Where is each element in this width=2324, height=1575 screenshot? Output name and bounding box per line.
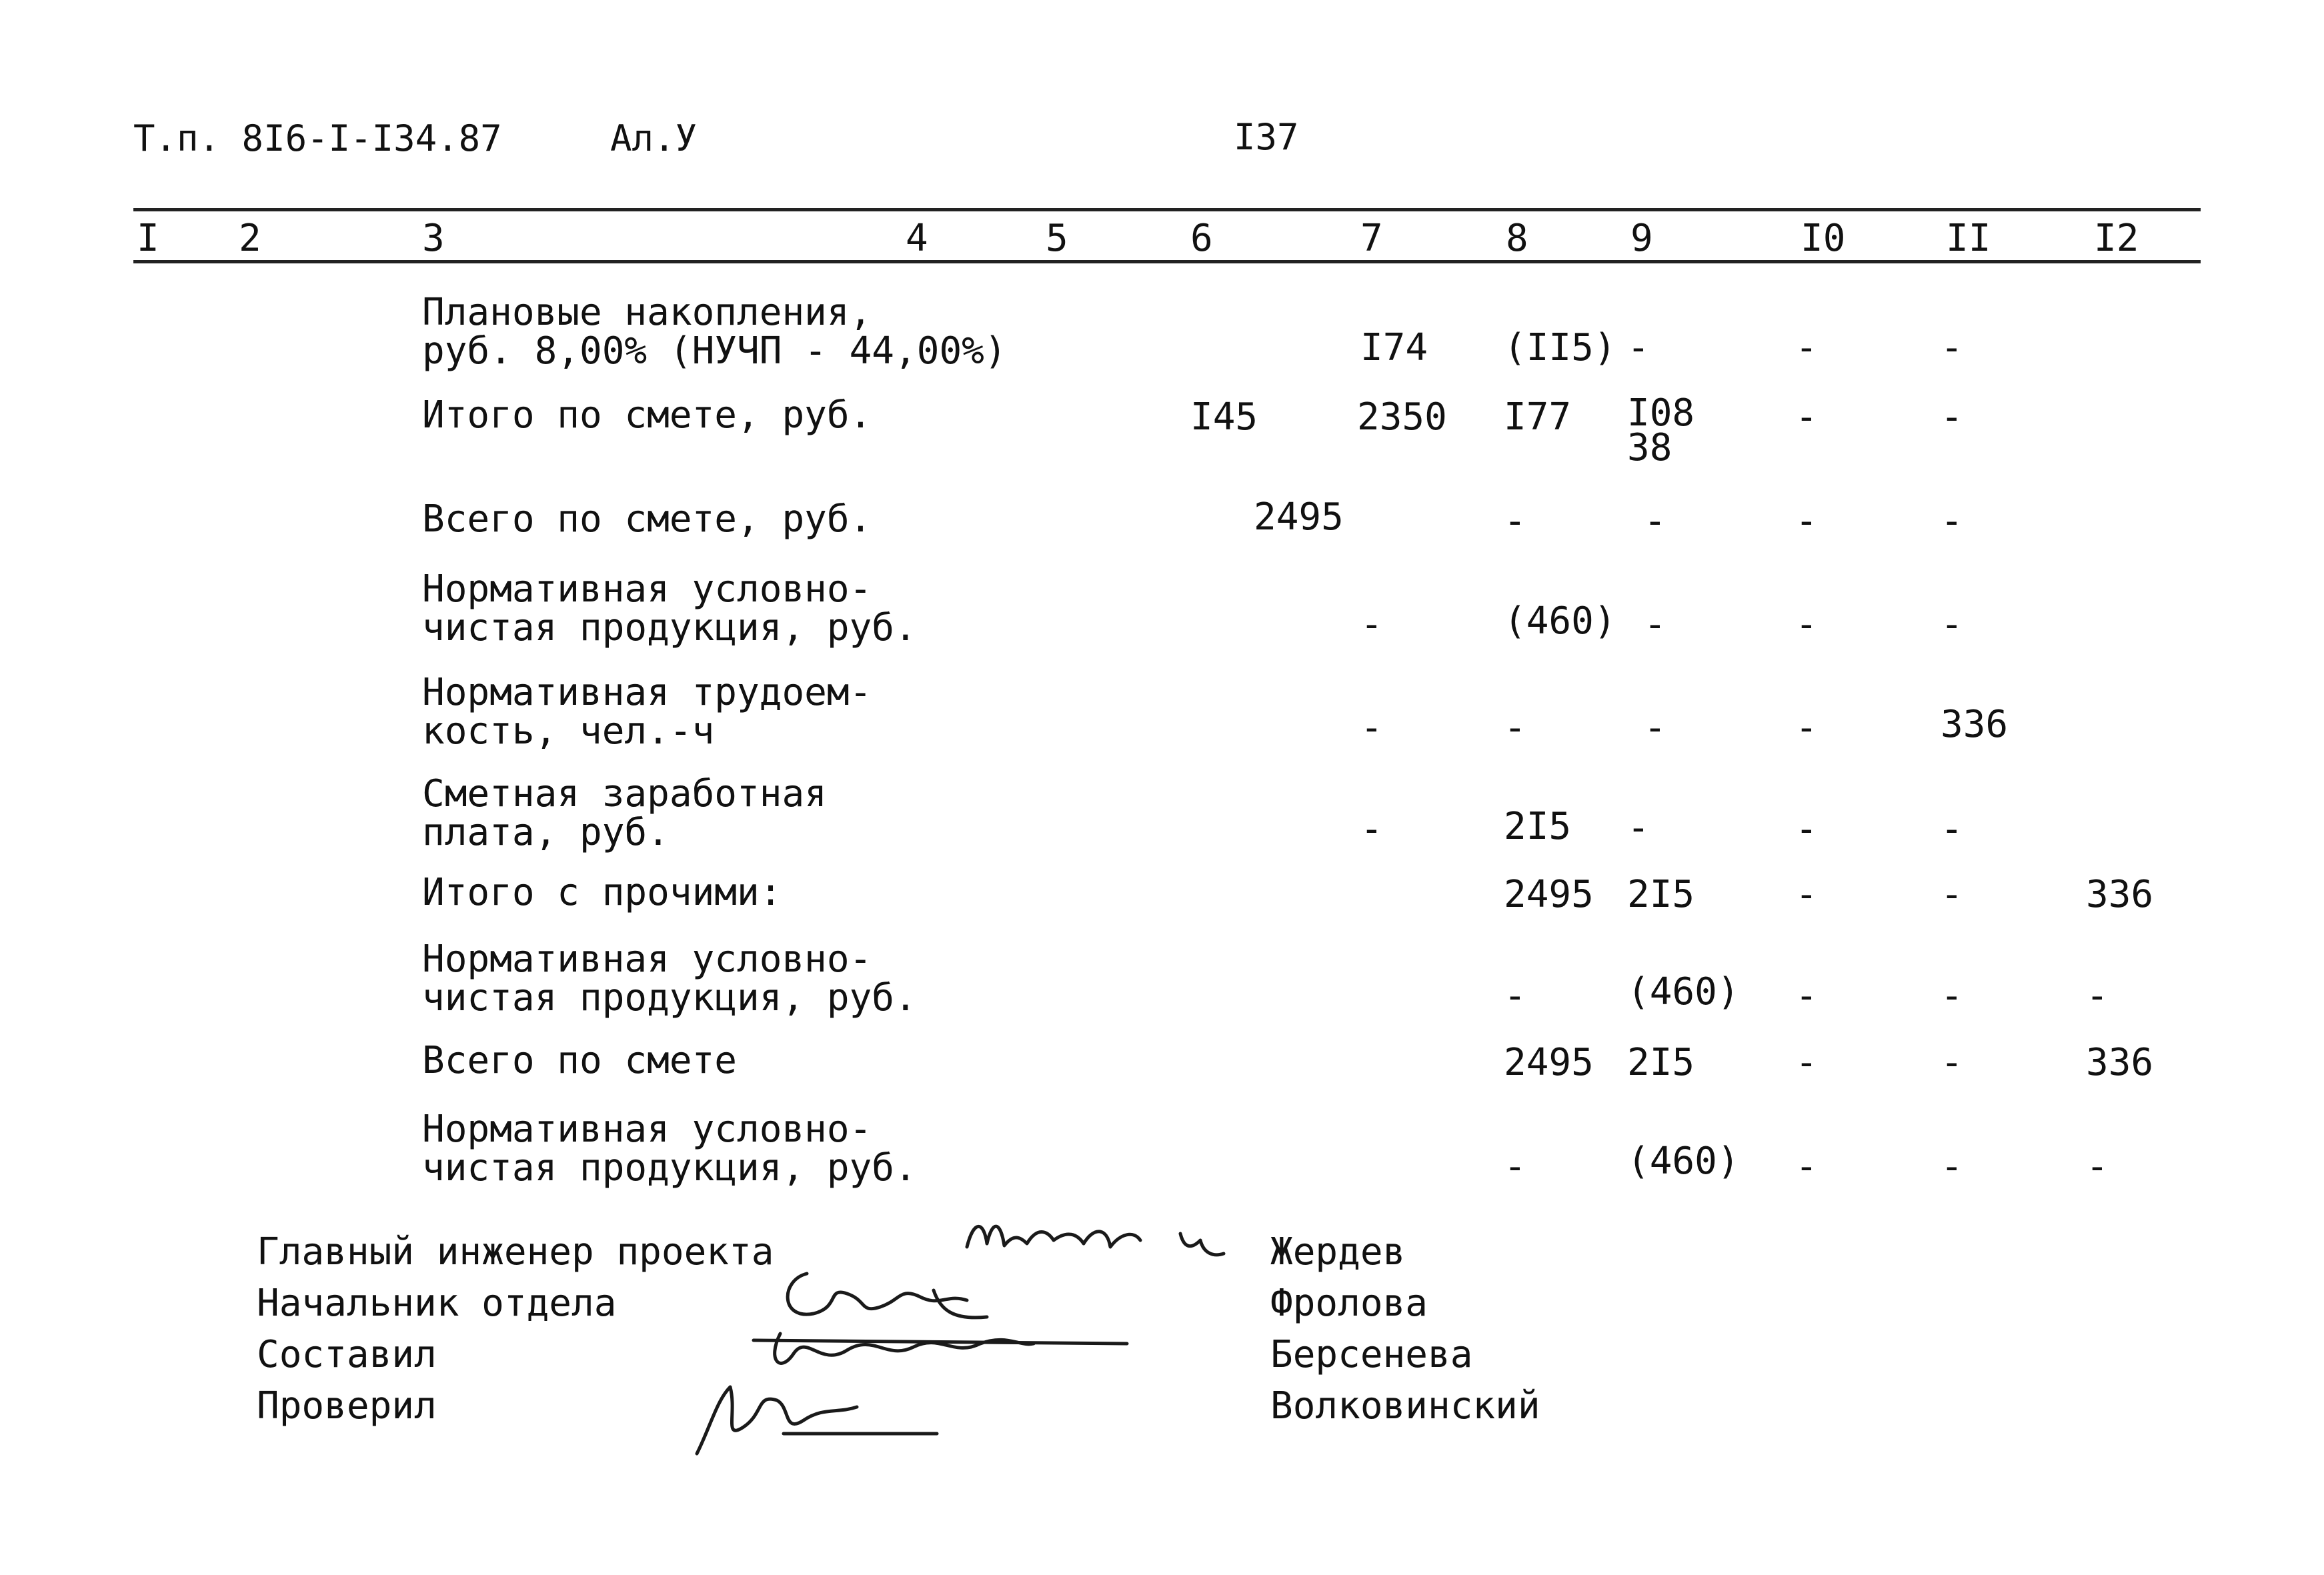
cell-col11: - <box>1941 326 1963 369</box>
cell-col11: - <box>1941 499 1963 543</box>
cell-col10: - <box>1795 326 1818 369</box>
cell-col9: 2I5 <box>1627 873 1695 916</box>
cell-col12: - <box>2086 1145 2109 1188</box>
column-header: 3 <box>422 217 445 260</box>
cell-col8: I77 <box>1504 395 1572 439</box>
column-header: 6 <box>1190 217 1213 260</box>
column-header: I0 <box>1801 217 1846 260</box>
column-header: 5 <box>1046 217 1068 260</box>
row-label: Всего по смете <box>422 1039 738 1082</box>
cell-col11: - <box>1941 1041 1963 1084</box>
cell-col10: - <box>1795 808 1818 851</box>
cell-col10: - <box>1795 873 1818 916</box>
column-header: 4 <box>906 217 928 260</box>
cell-col8: - <box>1504 974 1526 1018</box>
cell-col8: (460) <box>1504 599 1616 643</box>
cell-col7: - <box>1360 706 1383 749</box>
row-label: Нормативная условно- чистая продукция, руб. <box>422 1108 917 1190</box>
column-header: 7 <box>1360 217 1383 260</box>
cell-col10: - <box>1795 706 1818 749</box>
cell-col9: - <box>1644 499 1666 543</box>
signature-role: Начальник отдела <box>257 1282 617 1325</box>
column-header: 9 <box>1630 217 1653 260</box>
signature-name: Фролова <box>1270 1282 1428 1325</box>
cell-col11: - <box>1941 603 1963 646</box>
table-top-rule <box>133 208 2201 211</box>
row-label: Нормативная условно- чистая продукция, руб. <box>422 938 917 1020</box>
column-header: 8 <box>1506 217 1528 260</box>
cell-col8: - <box>1504 706 1526 749</box>
cell-col11: - <box>1941 395 1963 439</box>
cell-col9: - <box>1627 806 1650 850</box>
row-label: Итого с прочими: <box>422 871 782 914</box>
cell-col9: - <box>1644 706 1666 749</box>
column-header: 2 <box>239 217 261 260</box>
signature-role: Составил <box>257 1333 437 1376</box>
cell-col10: - <box>1795 1145 1818 1188</box>
cell-col11: - <box>1941 974 1963 1018</box>
cell-col10: - <box>1795 603 1818 646</box>
signature-role: Главный инженер проекта <box>257 1230 774 1274</box>
cell-col7: I74 <box>1360 326 1428 369</box>
cell-col9: I08 38 <box>1627 391 1695 469</box>
column-header: I <box>137 217 159 260</box>
cell-col7: - <box>1360 808 1383 851</box>
signature-name: Волковинский <box>1270 1384 1540 1428</box>
cell-col12: 336 <box>2086 1041 2154 1084</box>
document-reference: Т.п. 8I6-I-I34.87 <box>133 117 502 159</box>
row-label: Всего по смете, руб. <box>422 497 872 541</box>
row-label: Плановые накопления, руб. 8,00% (НУЧП - 44,00%) <box>422 291 1007 373</box>
signature-name: Жердев <box>1270 1230 1406 1274</box>
row-label: Нормативная трудоем- кость, чел.-ч <box>422 671 872 753</box>
row-label: Итого по смете, руб. <box>422 393 872 437</box>
column-header: II <box>1946 217 1991 260</box>
signature-role: Проверил <box>257 1384 437 1428</box>
cell-col8: 2I5 <box>1504 805 1572 848</box>
cell-col10: - <box>1795 499 1818 543</box>
page-number: I37 <box>1234 116 1299 158</box>
row-label: Нормативная условно- чистая продукция, руб. <box>422 567 917 649</box>
cell-col9: 2I5 <box>1627 1041 1695 1084</box>
row-label: Сметная заработная плата, руб. <box>422 772 827 854</box>
cell-col11: - <box>1941 808 1963 851</box>
cell-col10: - <box>1795 1041 1818 1084</box>
table-header-rule <box>133 260 2201 263</box>
cell-col8: - <box>1504 1145 1526 1188</box>
cell-col10: - <box>1795 974 1818 1018</box>
cell-col7: - <box>1360 603 1383 646</box>
cell-col8: - <box>1504 499 1526 543</box>
cell-col8: 2495 <box>1504 873 1594 916</box>
signature-name: Берсенева <box>1270 1333 1473 1376</box>
cell-col11: - <box>1941 873 1963 916</box>
cell-col12: - <box>2086 974 2109 1018</box>
handwritten-signature <box>684 1374 964 1460</box>
album-number: Ал.У <box>610 117 698 159</box>
cell-col9: (460) <box>1627 1140 1740 1183</box>
cell-col8: 2495 <box>1504 1041 1594 1084</box>
cell-col6-7: 2495 <box>1254 495 1344 539</box>
cell-col11: - <box>1941 1145 1963 1188</box>
cell-col8: (II5) <box>1504 326 1616 369</box>
cell-col12: 336 <box>2086 873 2154 916</box>
cell-col11: 336 <box>1941 703 2009 746</box>
cell-col9: - <box>1644 603 1666 646</box>
column-header: I2 <box>2094 217 2139 260</box>
cell-col7: 2350 <box>1357 395 1447 439</box>
cell-col6: I45 <box>1190 395 1258 439</box>
handwritten-signature <box>740 1320 1140 1380</box>
cell-col10: - <box>1795 395 1818 439</box>
cell-col9: - <box>1627 326 1650 369</box>
cell-col9: (460) <box>1627 970 1740 1014</box>
